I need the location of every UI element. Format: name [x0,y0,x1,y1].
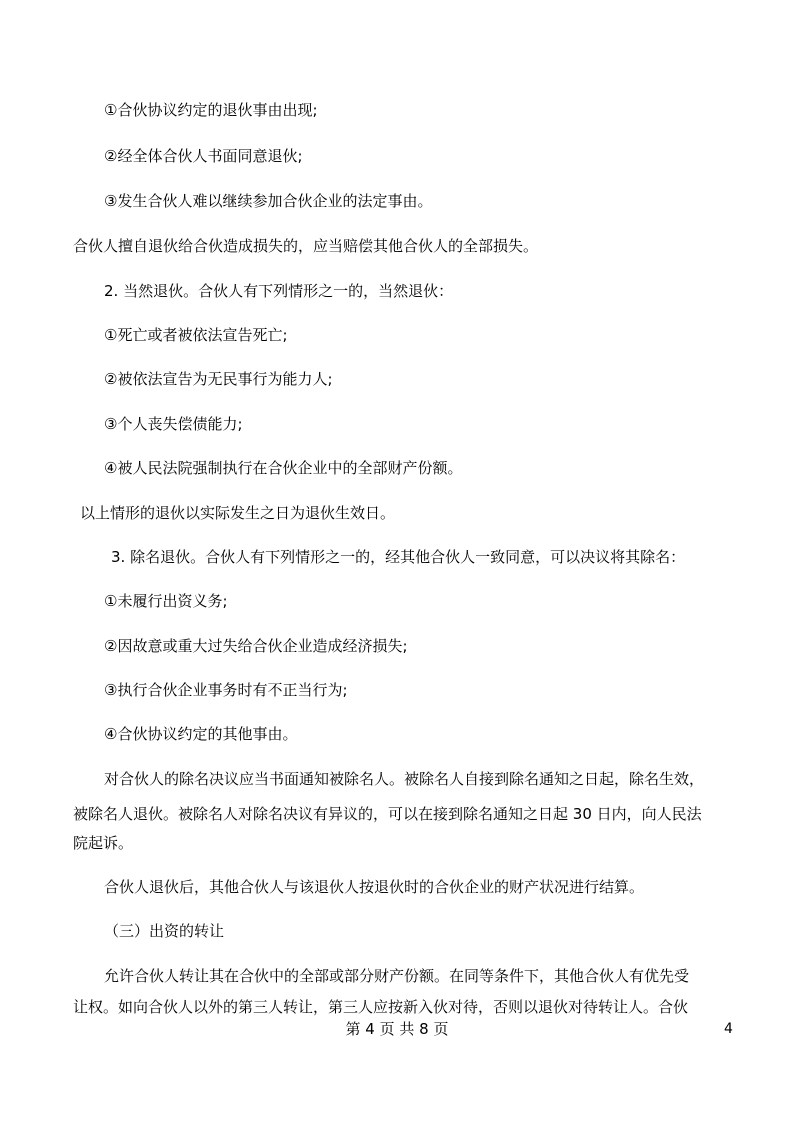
paragraph: ②被依法宣告为无民事行为能力人; [104,370,333,388]
paragraph: 允许合伙人转让其在合伙中的全部或部分财产份额。在同等条件下，其他合伙人有优先受 [104,967,690,985]
paragraph: 院起诉。 [73,834,134,852]
paragraph: 2. 当然退伙。合伙人有下列情形之一的，当然退伙： [104,282,454,300]
paragraph: ④合伙协议约定的其他事由。 [104,725,298,743]
paragraph: 被除名人退伙。被除名人对除名决议有异议的，可以在接到除名通知之日起 30 日内，向人民法 [73,805,702,823]
paragraph: ③个人丧失偿债能力; [104,415,243,433]
paragraph: 3. 除名退伙。合伙人有下列情形之一的，经其他合伙人一致同意，可以决议将其除名： [111,548,686,566]
paragraph: ④被人民法院强制执行在合伙企业中的全部财产份额。 [104,459,463,477]
paragraph: ①合伙协议约定的退伙事由出现; [104,101,318,119]
section-heading: （三）出资的转让 [104,922,225,940]
paragraph: 让权。如向合伙人以外的第三人转让，第三人应按新入伙对待，否则以退伙对待转让人。合伙 [73,998,689,1016]
paragraph: ①未履行出资义务; [104,592,228,610]
paragraph: ②因故意或重大过失给合伙企业造成经济损失; [104,637,408,655]
paragraph: ③发生合伙人难以继续参加合伙企业的法定事由。 [104,192,433,210]
paragraph: ①死亡或者被依法宣告死亡; [104,326,288,344]
paragraph: 合伙人退伙后，其他合伙人与该退伙人按退伙时的合伙企业的财产状况进行结算。 [104,878,645,896]
paragraph: 对合伙人的除名决议应当书面通知被除名人。被除名人自接到除名通知之日起，除名生效， [104,770,705,788]
paragraph: 合伙人擅自退伙给合伙造成损失的，应当赔偿其他合伙人的全部损失。 [73,237,539,255]
page-number: 4 [724,1021,733,1037]
paragraph: ②经全体合伙人书面同意退伙; [104,147,303,165]
page-footer-label: 第 4 页 共 8 页 [345,1020,449,1038]
paragraph: ③执行合伙企业事务时有不正当行为; [104,681,348,699]
paragraph: 以上情形的退伙以实际发生之日为退伙生效日。 [80,504,396,522]
